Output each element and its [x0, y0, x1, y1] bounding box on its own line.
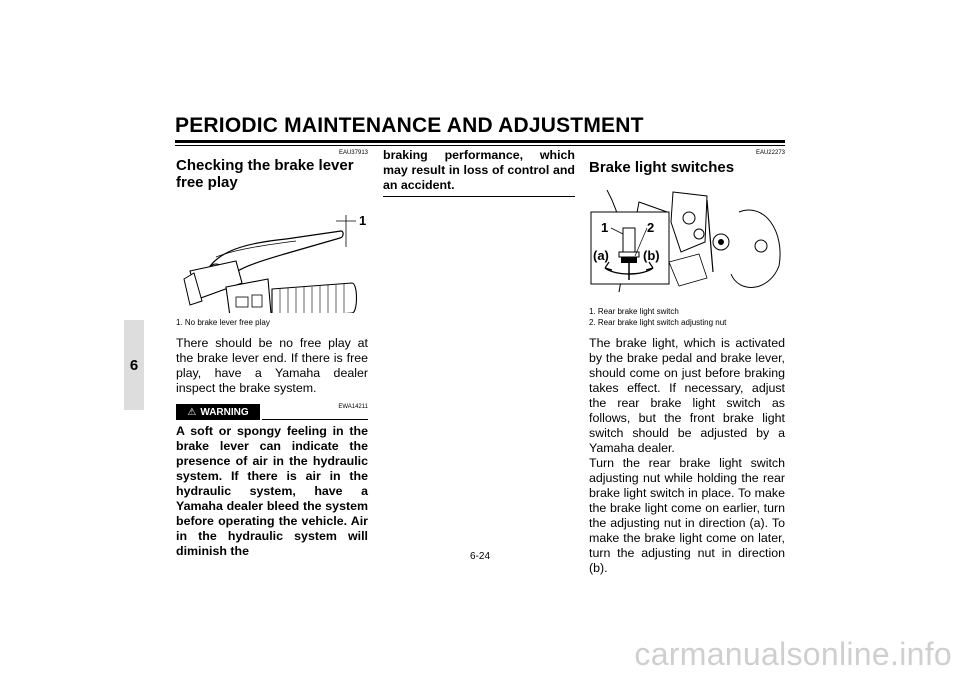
- chapter-number: 6: [129, 356, 139, 374]
- body-paragraph: There should be no free play at the brake lever end. If there is free play, have a Yamaha dealer inspect the brake system.: [176, 336, 368, 395]
- chapter-tab: [124, 320, 144, 410]
- figure-caption: 1. No brake lever free play: [176, 318, 270, 327]
- section-title: Brake light switches: [589, 159, 735, 176]
- figure-callout-label: 1: [359, 213, 367, 228]
- brake-light-switch-figure: [589, 182, 785, 304]
- figure-label-a: (a): [593, 248, 609, 263]
- warning-code: EWA14211: [338, 404, 368, 410]
- body-paragraph-2: Turn the rear brake light switch adjusting nut while holding the rear brake light switch in place. To make the brake light come on earlier, turn the adjusting nut in direction (a). To make the brake light come on later, turn the adjusting nut in direction (b).: [589, 456, 785, 575]
- figure-caption-1: 1. Rear brake light switch: [589, 307, 679, 316]
- warning-rule: [262, 419, 368, 420]
- column-2: [383, 148, 575, 197]
- column-1: [176, 150, 368, 559]
- figure-label-2: 2: [647, 220, 655, 235]
- column-3: [589, 150, 785, 576]
- warning-icon: ⚠: [187, 406, 197, 418]
- figure-label-b: (b): [643, 248, 660, 263]
- page-header: [175, 114, 785, 138]
- warning-badge: [176, 404, 260, 420]
- brake-lever-figure: [176, 191, 368, 313]
- header-rule-thick: [175, 140, 785, 143]
- warning-label: WARNING: [200, 406, 249, 418]
- body-paragraph-1: The brake light, which is activated by the brake pedal and brake lever, should come on just before braking takes effect. If necessary, adjust the rear brake light switch as follows, but the front brake light switch should be adjusted by a Yamaha dealer.: [589, 336, 785, 455]
- section-title: Checking the brake lever free play: [176, 157, 354, 191]
- figure-caption-2: 2. Rear brake light switch adjusting nut: [589, 318, 727, 327]
- warning-header: [176, 404, 368, 422]
- section-code: EAU37913: [338, 150, 368, 156]
- watermark: carmanualsonline.info: [634, 636, 952, 672]
- header-title: PERIODIC MAINTENANCE AND ADJUSTMENT: [175, 114, 644, 137]
- warning-text: A soft or spongy feeling in the brake lever can indicate the presence of air in the hydraulic system. If there is air in the hydraulic system, have a Yamaha dealer bleed the system before operating the vehicle. Air in the hydraulic system will diminish the: [176, 424, 368, 558]
- figure-label-1: 1: [601, 220, 609, 235]
- page-number: 6-24: [469, 551, 490, 562]
- warning-end-rule: [383, 196, 575, 197]
- header-rule-thin: [175, 145, 785, 146]
- section-code: EAU22273: [755, 150, 785, 156]
- warning-text-continued: braking performance, which may result in loss of control and an accident.: [383, 148, 575, 192]
